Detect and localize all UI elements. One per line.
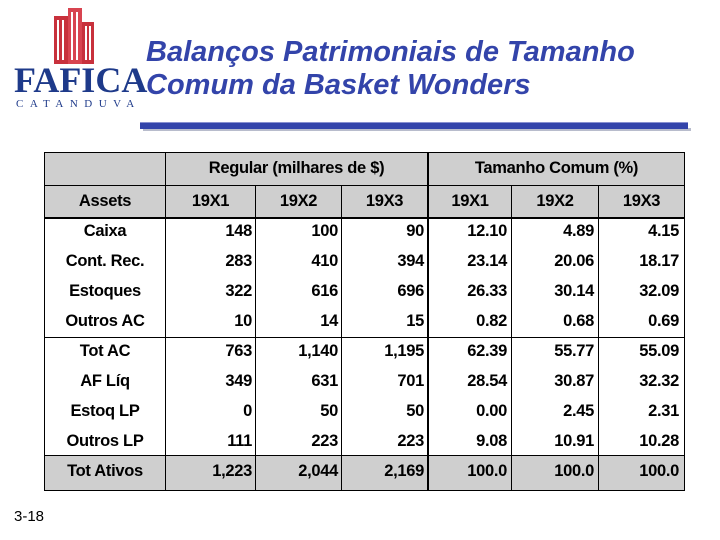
year-header: 19X1 bbox=[191, 192, 230, 210]
table-cell: 410 bbox=[311, 252, 338, 270]
table-cell: 696 bbox=[397, 282, 424, 300]
table-cell: 90 bbox=[406, 222, 424, 240]
table-cell: 0.69 bbox=[648, 312, 679, 330]
row-label: Outros AC bbox=[65, 312, 145, 330]
row-label: Estoq LP bbox=[70, 402, 140, 420]
table-cell: 10.91 bbox=[554, 432, 594, 450]
table-cell: 55.09 bbox=[639, 342, 679, 360]
table-cell: 18.17 bbox=[639, 252, 679, 270]
table-cell: 223 bbox=[397, 432, 424, 450]
title-line-2: Comum da Basket Wonders bbox=[146, 69, 531, 101]
table-cell: 2,169 bbox=[384, 462, 424, 480]
table-cell: 111 bbox=[227, 432, 252, 450]
rule-under-years bbox=[45, 217, 684, 219]
slide-title bbox=[146, 36, 716, 102]
row-label: Caixa bbox=[83, 222, 127, 240]
table-cell: 322 bbox=[225, 282, 252, 300]
slide-number: 3-18 bbox=[14, 508, 45, 525]
fafica-logo bbox=[10, 6, 148, 110]
table-cell: 10.28 bbox=[639, 432, 679, 450]
row-label: Cont. Rec. bbox=[65, 252, 145, 270]
year-header: 19X1 bbox=[451, 192, 489, 210]
table-cell: 26.33 bbox=[467, 282, 507, 300]
table-cell: 9.08 bbox=[476, 432, 507, 450]
table-cell: 55.77 bbox=[554, 342, 594, 360]
table-cell: 50 bbox=[320, 402, 338, 420]
year-header: 19X2 bbox=[536, 192, 574, 210]
rule-under-current-assets bbox=[45, 337, 684, 338]
table-cell: 349 bbox=[225, 372, 252, 390]
title-rule bbox=[140, 122, 688, 129]
table-cell: 1,223 bbox=[212, 462, 252, 480]
table-cell: 701 bbox=[397, 372, 424, 390]
table-cell: 100.0 bbox=[554, 462, 594, 480]
table-cell: 763 bbox=[225, 342, 252, 360]
row-label: Tot AC bbox=[79, 342, 131, 360]
rule-above-total bbox=[45, 455, 684, 456]
row-label: Tot Ativos bbox=[67, 462, 143, 480]
table-cell: 223 bbox=[311, 432, 338, 450]
tower-icon bbox=[50, 6, 98, 64]
year-header: 19X3 bbox=[365, 192, 404, 210]
table-cell: 28.54 bbox=[467, 372, 507, 390]
logo-subtitle: CATANDUVA bbox=[16, 98, 141, 110]
table-cell: 0 bbox=[243, 402, 252, 420]
table-cell: 0.00 bbox=[476, 402, 507, 420]
table-cell: 32.09 bbox=[639, 282, 679, 300]
table-cell: 12.10 bbox=[467, 222, 507, 240]
table-cell: 394 bbox=[397, 252, 424, 270]
row-label: AF Líq bbox=[80, 372, 130, 390]
table-cell: 100 bbox=[311, 222, 338, 240]
table-cell: 0.68 bbox=[563, 312, 594, 330]
group-header-regular: Regular (milhares de $) bbox=[208, 159, 385, 177]
table-cell: 23.14 bbox=[467, 252, 507, 270]
row-label: Estoques bbox=[69, 282, 141, 300]
table-cell: 15 bbox=[406, 312, 424, 330]
table-cell: 20.06 bbox=[554, 252, 594, 270]
table-cell: 10 bbox=[234, 312, 252, 330]
table-cell: 4.15 bbox=[648, 222, 679, 240]
table-cell: 2.45 bbox=[563, 402, 594, 420]
table-cell: 100.0 bbox=[639, 462, 679, 480]
table-cell: 4.89 bbox=[563, 222, 594, 240]
year-header: 19X3 bbox=[622, 192, 661, 210]
balance-sheet-table bbox=[44, 152, 685, 491]
table-cell: 30.87 bbox=[554, 372, 594, 390]
year-header: 19X2 bbox=[279, 192, 318, 210]
table-cell: 0.82 bbox=[476, 312, 507, 330]
table-cell: 616 bbox=[311, 282, 338, 300]
table-cell: 62.39 bbox=[467, 342, 507, 360]
table-cell: 1,140 bbox=[298, 342, 338, 360]
logo-wordmark: FAFICA bbox=[14, 60, 148, 100]
table-cell: 50 bbox=[406, 402, 424, 420]
table-cell: 631 bbox=[311, 372, 338, 390]
table-cell: 283 bbox=[225, 252, 252, 270]
table-cell: 148 bbox=[225, 222, 252, 240]
group-header-common-size: Tamanho Comum (%) bbox=[474, 159, 639, 177]
row-label: Outros LP bbox=[66, 432, 144, 450]
table-cell: 30.14 bbox=[554, 282, 594, 300]
rule-under-group-header bbox=[45, 185, 684, 186]
title-line-1: Balanços Patrimoniais de Tamanho bbox=[146, 36, 635, 68]
table-cell: 14 bbox=[320, 312, 338, 330]
table-cell: 32.32 bbox=[639, 372, 679, 390]
table-cell: 2.31 bbox=[648, 402, 679, 420]
table-cell: 2,044 bbox=[298, 462, 338, 480]
table-cell: 100.0 bbox=[467, 462, 507, 480]
table-cell: 1,195 bbox=[384, 342, 424, 360]
row-header-label: Assets bbox=[78, 192, 132, 210]
